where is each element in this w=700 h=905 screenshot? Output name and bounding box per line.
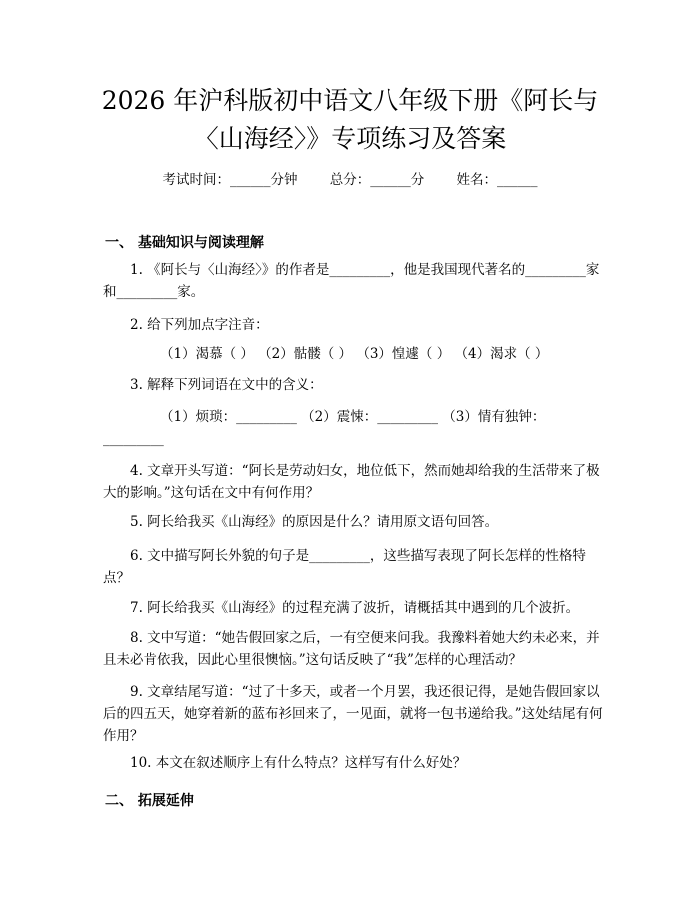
question-8-text: 8. 文中写道：“她告假回家之后，一有空便来问我。我豫料着她大约未必来，并且未必肯依我，因此心里很懊恼。”这句话反映了“我”怎样的心理活动？ — [103, 630, 600, 668]
question-9 — [103, 681, 603, 747]
question-2-text: 2. 给下列加点字注音： — [130, 317, 269, 333]
question-7 — [103, 597, 603, 619]
question-1 — [103, 259, 603, 303]
question-10 — [103, 752, 603, 774]
question-3-text: 3. 解释下列词语在文中的含义： — [130, 377, 323, 393]
question-3-items: （1）烦琐：_________ （2）震悚：_________ （3）情有独钟： — [160, 409, 546, 425]
question-6-text: 6. 文中描写阿长外貌的句子是_________，这些描写表现了阿长怎样的性格特点？ — [103, 548, 586, 586]
question-5 — [103, 511, 603, 533]
question-10-text: 10. 本文在叙述顺序上有什么特点？这样写有什么好处？ — [130, 755, 467, 771]
document-title — [60, 82, 640, 158]
exam-score: 总分：______分 — [329, 172, 425, 188]
exam-name: 姓名：______ — [456, 172, 538, 188]
question-2-items: （1）渴慕（ ） （2）骷髅（ ） （3）惶遽（ ） （4）渴求（ ） — [160, 346, 549, 362]
question-5-text: 5. 阿长给我买《山海经》的原因是什么？请用原文语句回答。 — [130, 514, 499, 530]
question-8 — [103, 627, 603, 671]
question-1-text: 1. 《阿长与〈山海经〉》的作者是_________，他是我国现代著名的_________家和_________家。 — [103, 262, 600, 300]
question-4-text: 4. 文章开头写道：“阿长是劳动妇女，地位低下，然而她却给我的生活带来了极大的影响。”这句话在文中有何作用？ — [103, 463, 600, 501]
question-3-blank: _________ — [103, 431, 164, 447]
section-heading-1: 一、 基础知识与阅读理解 — [105, 235, 264, 251]
title-line-2: 〈山海经〉》专项练习及答案 — [193, 124, 507, 153]
question-3 — [103, 374, 603, 396]
question-2 — [103, 314, 603, 336]
question-4 — [103, 460, 603, 504]
question-9-text: 9. 文章结尾写道：“过了十多天，或者一个月罢，我还很记得，是她告假回家以后的四五天，她穿着新的蓝布衫回来了，一见面，就将一包书递给我。”这处结尾有何作用？ — [103, 684, 603, 744]
question-7-text: 7. 阿长给我买《山海经》的过程充满了波折，请概括其中遇到的几个波折。 — [130, 600, 580, 616]
question-6 — [103, 545, 603, 589]
section-heading-2: 二、 拓展延伸 — [105, 793, 194, 809]
exam-time: 考试时间：______分钟 — [162, 172, 298, 188]
title-line-1: 2026 年沪科版初中语文八年级下册《阿长与 — [101, 86, 599, 115]
exam-info — [0, 168, 700, 188]
